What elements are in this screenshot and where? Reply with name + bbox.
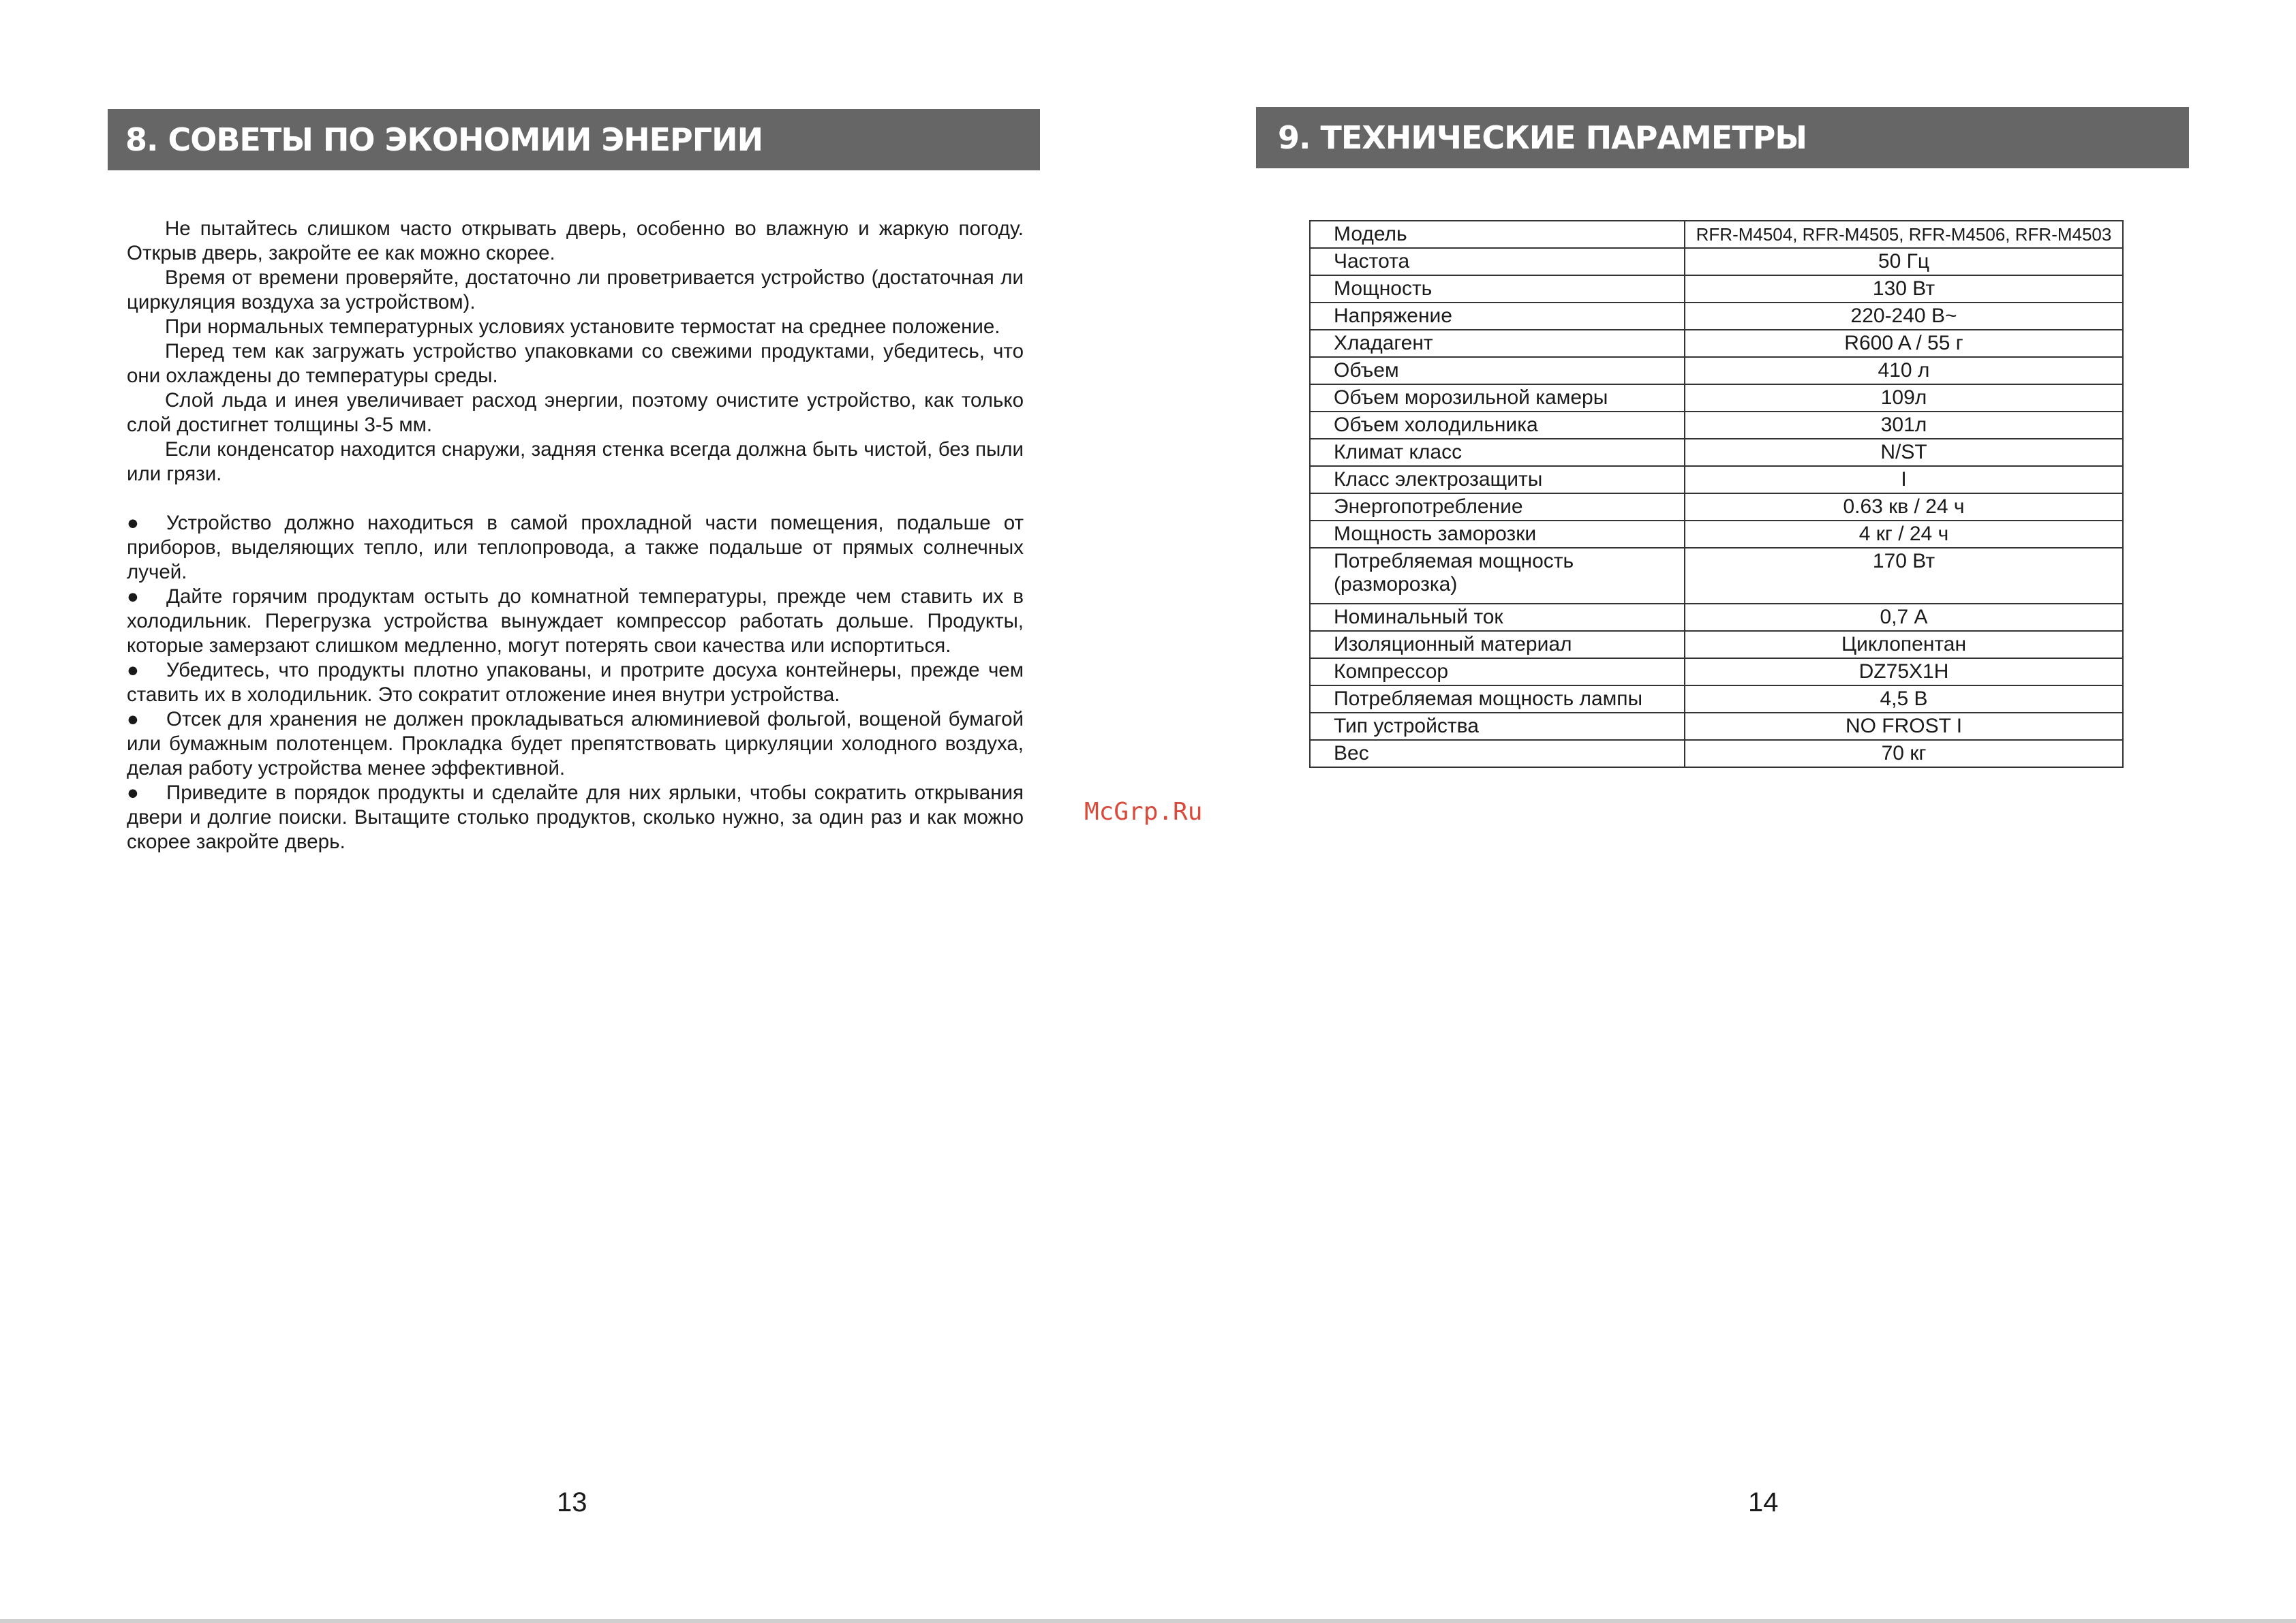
- spec-row: [1310, 330, 2123, 357]
- tip-paragraph: Не пытайтесь слишком часто открывать дверь, особенно во влажную и жаркую погоду. Открыв дверь, закройте ее как можно скорее.: [127, 217, 1024, 264]
- spec-row: [1310, 493, 2123, 521]
- bullet-text: Убедитесь, что продукты плотно упакованы, и протрите досуха контейнеры, прежде чем ставить их в холодильник. Это сократит отложение инея внутри устройства.: [127, 659, 1024, 706]
- spec-row: [1310, 631, 2123, 658]
- spec-value: 0,7 А: [1685, 604, 2123, 631]
- spec-row: [1310, 713, 2123, 740]
- spec-value: 4,5 В: [1685, 685, 2123, 713]
- spec-label: Вес: [1310, 740, 1685, 767]
- spec-label: Энергопотребление: [1310, 493, 1685, 521]
- spec-value: 0.63 кв / 24 ч: [1685, 493, 2123, 521]
- spec-row: [1310, 303, 2123, 330]
- spec-row: [1310, 740, 2123, 767]
- watermark: McGrp.Ru: [1084, 798, 1203, 826]
- spec-row: [1310, 248, 2123, 275]
- spacer: [127, 486, 1024, 511]
- spec-row: [1310, 604, 2123, 631]
- tip-paragraph: Если конденсатор находится снаружи, задняя стенка всегда должна быть чистой, без пыли или грязи.: [127, 438, 1024, 485]
- spec-row: [1310, 384, 2123, 412]
- spec-label: Мощность заморозки: [1310, 521, 1685, 548]
- spec-row: [1310, 466, 2123, 493]
- spec-label: Мощность: [1310, 275, 1685, 303]
- spec-label: Объем морозильной камеры: [1310, 384, 1685, 412]
- tip-paragraph: Время от времени проверяйте, достаточно ли проветривается устройство (достаточная ли циркуляция воздуха за устройством).: [127, 266, 1024, 313]
- spec-label: Напряжение: [1310, 303, 1685, 330]
- spec-value: 410 л: [1685, 357, 2123, 384]
- spec-value: R600 A / 55 г: [1685, 330, 2123, 357]
- spec-row: [1310, 548, 2123, 604]
- tip-paragraph: При нормальных температурных условиях установите термостат на среднее положение.: [165, 315, 1000, 338]
- spec-label: Климат класс: [1310, 439, 1685, 466]
- spec-label: Модель: [1310, 221, 1685, 248]
- section-header-tech-specs: 9. ТЕХНИЧЕСКИЕ ПАРАМЕТРЫ: [1256, 107, 2189, 168]
- spec-label: Тип устройства: [1310, 713, 1685, 740]
- spec-label: Номинальный ток: [1310, 604, 1685, 631]
- bullet-text: Приведите в порядок продукты и сделайте для них ярлыки, чтобы сократить открывания двери и долгие поиски. Вытащите столько продуктов, сколько нужно, за один раз и как можно скорее закройте дверь.: [127, 782, 1024, 853]
- bullet-text: Дайте горячим продуктам остыть до комнатной температуры, прежде чем ставить их в холодильник. Перегрузка устройства вынуждает компрессор работать дольше. Продукты, которые замерзают слишком медленно, могут потерять свои качества или испортиться.: [127, 585, 1024, 657]
- spec-row: [1310, 221, 2123, 248]
- bullet-icon: ●: [127, 708, 139, 730]
- spec-value: Циклопентан: [1685, 631, 2123, 658]
- page-bottom-rule: [0, 1619, 2296, 1623]
- spec-value: DZ75X1H: [1685, 658, 2123, 685]
- spec-row: [1310, 412, 2123, 439]
- spec-value: 301л: [1685, 412, 2123, 439]
- spec-label: Объем: [1310, 357, 1685, 384]
- tip-paragraph: Перед тем как загружать устройство упаковками со свежими продуктами, убедитесь, что они охлаждены до температуры среды.: [127, 340, 1024, 387]
- section-header-energy-saving: 8. СОВЕТЫ ПО ЭКОНОМИИ ЭНЕРГИИ: [108, 109, 1040, 170]
- spec-row: [1310, 658, 2123, 685]
- tip-paragraph: Слой льда и инея увеличивает расход энергии, поэтому очистите устройство, как только слой достигнет толщины 3-5 мм.: [127, 389, 1024, 436]
- bullet-icon: ●: [127, 659, 139, 681]
- bullet-text: Устройство должно находиться в самой прохладной части помещения, подальше от приборов, выделяющих тепло, или теплопровода, а также подальше от прямых солнечных лучей.: [127, 512, 1024, 583]
- bullet-item: [127, 585, 1024, 658]
- spec-row: [1310, 685, 2123, 713]
- spec-value: 109л: [1685, 384, 2123, 412]
- spec-label: Потребляемая мощность лампы: [1310, 685, 1685, 713]
- spec-value: N/ST: [1685, 439, 2123, 466]
- spec-table: [1309, 220, 2124, 768]
- spec-label: Объем холодильника: [1310, 412, 1685, 439]
- spec-row: [1310, 521, 2123, 548]
- bullet-icon: ●: [127, 782, 139, 804]
- spec-value: I: [1685, 466, 2123, 493]
- spec-value: 4 кг / 24 ч: [1685, 521, 2123, 548]
- spec-label: Хладагент: [1310, 330, 1685, 357]
- spec-label: Компрессор: [1310, 658, 1685, 685]
- spec-label: Частота: [1310, 248, 1685, 275]
- page-number-left: 13: [557, 1487, 587, 1517]
- energy-saving-tips: [127, 217, 1024, 854]
- bullet-item: [127, 781, 1024, 854]
- spec-label: Изоляционный материал: [1310, 631, 1685, 658]
- bullet-item: [127, 511, 1024, 585]
- spec-value: RFR-M4504, RFR-M4505, RFR-M4506, RFR-M4503: [1685, 221, 2123, 248]
- spec-value: 70 кг: [1685, 740, 2123, 767]
- spec-row: [1310, 275, 2123, 303]
- spec-label: Класс электрозащиты: [1310, 466, 1685, 493]
- bullet-text: Отсек для хранения не должен прокладываться алюминиевой фольгой, вощеной бумагой или бумажным полотенцем. Прокладка будет препятствовать циркуляции холодного воздуха, делая работу устройства менее эффективной.: [127, 708, 1024, 779]
- spec-value: 130 Вт: [1685, 275, 2123, 303]
- bullet-icon: ●: [127, 512, 139, 534]
- spec-value: 50 Гц: [1685, 248, 2123, 275]
- spec-row: [1310, 439, 2123, 466]
- spec-value: 220-240 В~: [1685, 303, 2123, 330]
- spec-value: NO FROST I: [1685, 713, 2123, 740]
- spec-row: [1310, 357, 2123, 384]
- page-number-right: 14: [1748, 1487, 1779, 1517]
- spec-value: 170 Вт: [1685, 548, 2123, 604]
- bullet-item: [127, 658, 1024, 707]
- spec-label: Потребляемая мощность (разморозка): [1310, 548, 1685, 604]
- bullet-icon: ●: [127, 585, 139, 608]
- bullet-item: [127, 707, 1024, 781]
